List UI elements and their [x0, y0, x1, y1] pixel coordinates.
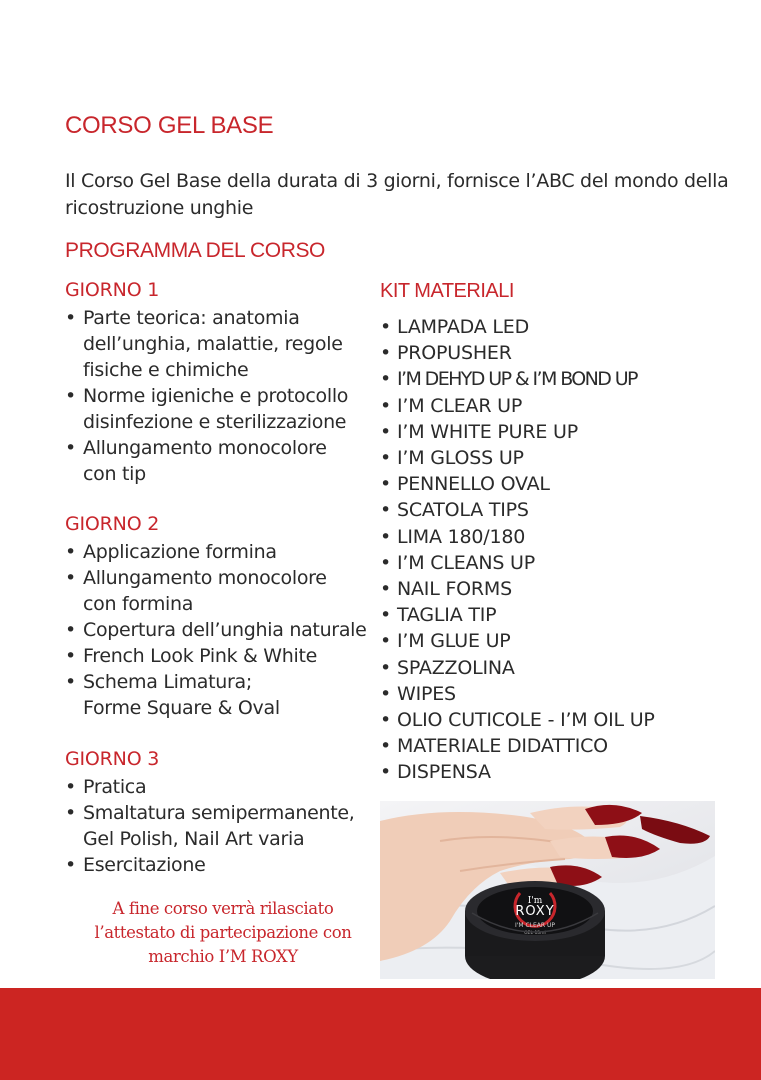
kit-item: • NAIL FORMS [380, 576, 655, 602]
kit-heading: KIT MATERIALI [380, 280, 514, 302]
kit-item: • MATERIALE DIDATTICO [380, 733, 655, 759]
kit-item: • PENNELLO OVAL [380, 471, 655, 497]
jar-label: I'M CLEAR UP [514, 922, 556, 929]
list-item: • French Look Pink & White [65, 643, 375, 669]
kit-item: • I’M DEHYD UP & I’M BOND UP [380, 366, 655, 392]
jar-brand: ROXY [515, 904, 555, 919]
page-title: CORSO GEL BASE [65, 112, 274, 139]
list-item: • Norme igieniche e protocollo disinfezione e sterilizzazione [65, 383, 375, 435]
jar-brand-prefix: I'm [527, 896, 543, 906]
day-2-heading: GIORNO 2 [65, 513, 160, 535]
kit-item: • SPAZZOLINA [380, 655, 655, 681]
hand-and-jar-illustration [380, 801, 715, 979]
day-3-list [65, 774, 375, 878]
kit-item: • I’M CLEANS UP [380, 550, 655, 576]
nail-shape [585, 805, 642, 825]
kit-item: • OLIO CUTICOLE - I’M OIL UP [380, 707, 655, 733]
day-2-list [65, 539, 375, 721]
kit-item: • SCATOLA TIPS [380, 497, 655, 523]
programma-heading: PROGRAMMA DEL CORSO [65, 239, 325, 262]
list-item: • Allungamento monocolore con formina [65, 565, 375, 617]
kit-item: • TAGLIA TIP [380, 602, 655, 628]
kit-item: • DISPENSA [380, 759, 655, 785]
closing-note: A fine corso verrà rilasciato l’attestato di partecipazione con marchio I’M ROXY [94, 899, 352, 966]
kit-list [380, 314, 655, 786]
kit-item: • PROPUSHER [380, 340, 655, 366]
list-item: • Schema Limatura; Forme Square & Oval [65, 669, 375, 721]
product-photo [380, 801, 715, 979]
list-item: • Esercitazione [65, 852, 375, 878]
list-item: • Applicazione formina [65, 539, 375, 565]
kit-item: • LAMPADA LED [380, 314, 655, 340]
list-item: • Parte teorica: anatomia dell’unghia, malattie, regole fisiche e chimiche [65, 305, 375, 383]
day-1-list [65, 305, 375, 487]
footer-band [0, 988, 761, 1080]
jar-sublabel: GEL 15ml [524, 931, 546, 936]
list-item: • Allungamento monocolore con tip [65, 435, 375, 487]
intro-paragraph: Il Corso Gel Base della durata di 3 giorni, fornisce l’ABC del mondo della ricostruzione unghie [65, 170, 729, 219]
kit-item: • I’M GLOSS UP [380, 445, 655, 471]
kit-item: • I’M GLUE UP [380, 628, 655, 654]
kit-item: • I’M CLEAR UP [380, 393, 655, 419]
list-item: • Copertura dell’unghia naturale [65, 617, 375, 643]
kit-item: • I’M WHITE PURE UP [380, 419, 655, 445]
list-item: • Pratica [65, 774, 375, 800]
kit-item: • LIMA 180/180 [380, 524, 655, 550]
day-3-heading: GIORNO 3 [65, 748, 160, 770]
list-item: • Smaltatura semipermanente, Gel Polish, Nail Art varia [65, 800, 375, 852]
day-1-heading: GIORNO 1 [65, 279, 160, 301]
kit-item: • WIPES [380, 681, 655, 707]
